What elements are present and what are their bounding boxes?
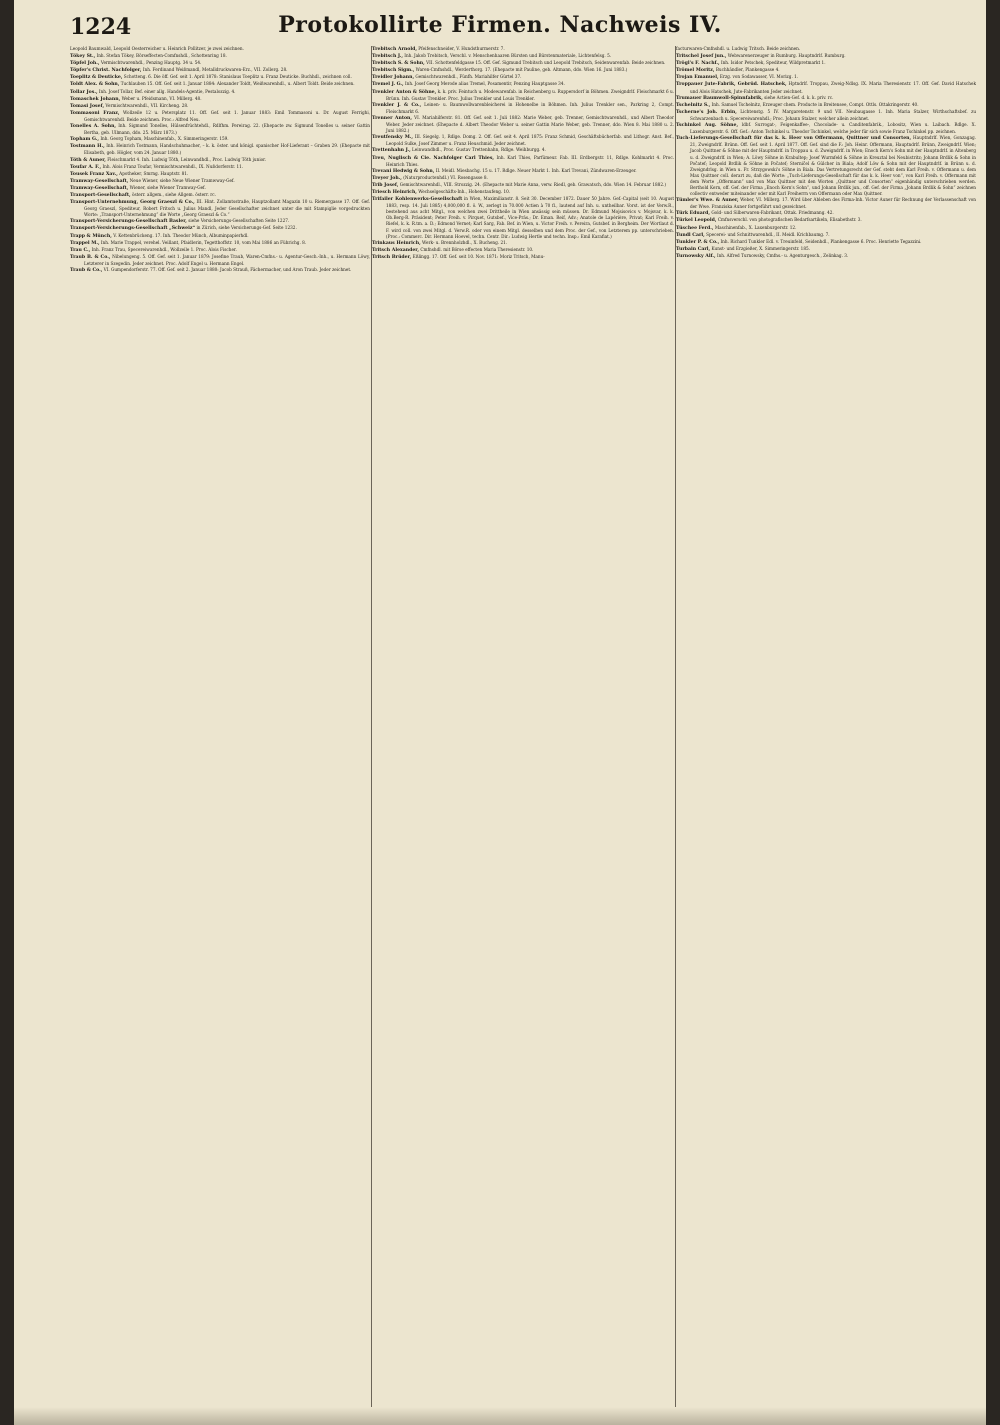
page-number: 1224 <box>70 14 132 40</box>
firm-details: Inh. Georg Topham, Maschinenfab., X. Simmeringerstr. 159. <box>100 136 229 142</box>
firm-details: Inh. Isidor Petschek, Spediteur, Wildpretmarkt 1. <box>720 60 826 66</box>
firm-details: Vermischtwarenhdl., VII. Kircheng. 28. <box>105 102 189 108</box>
firm-details: österr. allgem., siehe Allgem. österr. rc. <box>131 191 216 197</box>
directory-entry <box>70 192 370 199</box>
firm-name: Troppauer Jute-Fabrik, Gebrüd. Hatschek, <box>676 82 787 88</box>
directory-entry <box>372 155 674 168</box>
directory-entry <box>676 95 976 102</box>
directory-entry <box>372 182 674 189</box>
firm-name: Tunkler P. & Co., <box>676 239 720 245</box>
directory-entry <box>70 74 370 81</box>
directory-entry <box>676 81 976 94</box>
firm-details: ldbf. Surrogat-, Feigenkaffee-, Chocolade- u. Canditenfabrik., Lobositz, Wien u. Laibach. Rdlge. X. Laxenburgerstr. 6. Off. Gef.: Anton Tschinkel u. Theodor Tschinkel, welche jeder für sich sowie Franz Tschinkel pp. zeichnen. <box>690 122 976 135</box>
firm-name: Trenner Anton, <box>372 115 412 121</box>
directory-entry <box>372 168 674 175</box>
firm-name: Traub B. & Co., <box>70 254 111 260</box>
directory-entry <box>676 46 976 53</box>
directory-entry <box>70 178 370 185</box>
firm-details: VI. Mariahilferstr. 81. Off. Gef. seit 1. Juli 1882: Marie Weber, geb. Trenner, Gemischtwarenhdl., und Albert Theodor Weber. Jeder zeichnet. (Ehepacte d. Albert Theodor Weber u. seiner Gattin Marie Weber, geb. Trenner, ddo. Wien 8. Mai 1880 u. 2. Juni 1882.) <box>386 114 674 134</box>
firm-name: Trifailer Kohlenwerks-Gesellschaft <box>372 197 463 203</box>
firm-name: Tommasoni Franz, <box>70 110 120 116</box>
firm-details: Apotheker, Smrng. Hauptstr. 81. <box>119 170 189 176</box>
firm-details: Lichtenstg. 5 IV. Margaretenstr. 9 und VII. Neubaugasse 1. Inh. Maria Stalzer, Wirthschaftsbef. zu Schwarzenbach u. Specereiwarenhdl.; Proc. Johann Stalzer, welcher allein zeichnet. <box>690 108 976 121</box>
firm-details: Wechselgeschäfts-Inh., Hohenstaufeng. 10. <box>418 188 511 194</box>
firm-name: Tremel J. G., <box>372 82 404 88</box>
firm-details: siehe Versicherungs-Gesellschaften Seite 1227. <box>188 218 290 224</box>
directory-entry <box>676 225 976 232</box>
directory-entry <box>676 246 976 253</box>
firm-name: Trömel Moritz, <box>676 68 715 74</box>
directory-entry <box>70 171 370 178</box>
directory-entry <box>372 115 674 134</box>
column-3 <box>676 46 976 1421</box>
firm-name: Trettenhahn J., <box>372 148 411 154</box>
firm-name: Tritsch Brüder, <box>372 254 412 260</box>
firm-details: Gold- und Silberwaren-Fabrikant, Ottak. Friedmanng. 42. <box>711 210 834 216</box>
firm-name: Transport-Unternehmung, Georg Graeszl & Co., <box>70 200 195 206</box>
firm-name: Trumauer Baumwoll-Spinnfabrik, <box>676 95 763 101</box>
firm-name: Tritsch Alexander, <box>372 247 419 253</box>
firm-details: Leinwandhdl., Proc. Gustav Trettenhahn, Rdlge. Weihburgg. 4. <box>412 147 546 153</box>
firm-name: Trebitsch S. & Sohn, <box>372 61 425 67</box>
directory-entry <box>372 147 674 154</box>
firm-details: Webwarenerzeuger in Rumburg. Hauptndrlf. Rumburg. <box>727 53 846 59</box>
directory-entry <box>372 46 674 53</box>
firm-name: Treutfensky M., <box>372 135 414 141</box>
directory-entry <box>676 122 976 135</box>
directory-entry <box>70 240 370 247</box>
firm-details: in Zürich, siehe Versicherungs-Gef. Seite 1232. <box>196 225 297 231</box>
firm-name: Tousek Franz Xav., <box>70 171 118 177</box>
firm-details: Leopold Baumwald, Leopold Oesterreicher u. Heinrich Pollitzer, je zwei zeichnen. <box>70 46 244 51</box>
firm-name: Toldt Alex. & Sohn, <box>70 82 120 88</box>
firm-details: Kunst- und Erzgießer, X. Simmeringerstr. 185. <box>711 245 810 251</box>
directory-entry <box>70 136 370 143</box>
firm-details: Inh. Jakob Trebitsch, Verschl. v. Menschenhaaren Bürsten und Bürstenmateriale, Lichtenfelsg. 5. <box>404 53 612 59</box>
firm-details: Nibelungeng. 5. Off. Gef. seit 1. Januar 1879: Josefine Traub, Waren-Cmfns.- u. Agentur-Gesch.-Inh., u. Hermann Löwy, Letzterer in Szegedin. Jeder zeichnet. Proc. Adolf Engel u. Hermann Engel. <box>84 253 370 266</box>
firm-name: Tomaschek Johann, <box>70 96 121 102</box>
firm-details: III. Siegelg. 1, Rdlge. Domg. 2. Off. Gef. seit 4. April 1875: Franz Schmid, Geschäftsbücherfab. und Lithogr. Anst. Bef., Leopold Sulke, Josef Zimmer u. Franz Heuschmid. Jeder zeichnet. <box>386 134 674 147</box>
firm-name: Trenkler Anton & Söhne, <box>372 89 437 95</box>
firm-details: facturwaren-Cmfnshdl. u. Ludwig Tritsch. Beide zeichnen. <box>676 46 801 51</box>
directory-entry <box>676 232 976 239</box>
firm-details: Inh. Alfred Turnowsky, Cmfns.- u. Agenturgesch., Zelinkag. 3. <box>716 252 849 258</box>
directory-entry <box>372 247 674 254</box>
directory-entry <box>70 185 370 192</box>
directory-entry <box>372 175 674 182</box>
firm-name: Tundl Carl, <box>676 232 705 238</box>
firm-details: Leinen- u. Baumwollwarenbleicherei in Hohenelbe in Böhmen. Inh. Julius Trenkler sen., Parkring 2, Compt. Fleischmarkt 6. <box>386 101 674 114</box>
directory-entry <box>70 233 370 240</box>
firm-name: Tramway-Gesellschaft, <box>70 185 129 191</box>
firm-details: Hptndrlf. Troppau, Zweig-Ndlsg. IX. Maria Theresienstr. 17. Off. Gef. David Hatschek und Alois Hatschek, Jute-Fabrikanten Jeder zeichnet. <box>690 81 976 94</box>
directory-entry <box>372 89 674 102</box>
firm-name: Tscherne's Joh. Erbin, <box>676 109 737 115</box>
directory-entry <box>70 225 370 232</box>
firm-name: Trojan Emanuel, <box>676 75 719 81</box>
firm-details: Hauptndrlf. Wien, Gonzagag. 21, Zweigndrlf. Brünn. Off. Gef. seit 1. April 1877. Off. Gef. sind die F.: Joh. Heinr. Offermann, Hauptndrlf. Brünn, Zweigndrlf. Wien; Jacob Quittner & Söhne mit der Hauptndrlf. in Troppau u. d. Zweigndrlf. in Wien; Enoch Kern's Sohn mit der Hauptndrlf. in Altenberg u. d. Zweigndrlf. in Wien; A. Löwy Söhne in Krabultep; Josef Wurmfeld & Söhne in Kreuztal bei Neubistritz; Johann Brdlik & Sohn in Počatef; Leopold Brdlik & Söhne in Počatef; Sterničel & Gülcher in Biala; Adolf Löw & Sohn mit der Hauptndrlf. in Brünn u. d. Zweigndrlsg. in Wien u. Fr. Strzygowski's Söhne in Biala. Das Vertretungsrecht der Gef. steht dem Karl Freih. v. Offermann u. dem Max Quittner coll. derart zu, daß die Worte: „Tuch-Lieferungs-Gesellschaft für das k. k. Heer von“, von Karl Freih. v. Offermann mit dem Worte „Offermann“ und von Max Quittner mit den Worten „Quittner und Consorten“ eigenhändig unterschrieben werden. Berthold Kern, off. Gef. der Firma „Enoch Kern's Sohn“, und Johann Brdlik jun., off. Gef. der Firma „Johann Brdlik & Sohn“ zeichnen collectiv entweder miteinander oder mit Karl Freiherrn von Offermann oder Max Quittner. <box>690 135 976 197</box>
firm-name: Triesch Heinrich, <box>372 189 417 195</box>
firm-details: siehe Actien-Gef. d. k. k. priv. rc. <box>764 94 834 100</box>
firm-details: Vermischtwarenhdl., Penzing Hauptg. 34 u. 54. <box>100 60 202 66</box>
firm-details: Gemischtwarenhdl., Fünfh. Mariahilfer Gürtel 37. <box>415 74 522 80</box>
firm-name: Trau C., <box>70 247 91 253</box>
directory-entry <box>676 197 976 210</box>
firm-name: Tüschee Ferd., <box>676 225 714 231</box>
directory-entry <box>70 103 370 110</box>
firm-details: Weber u. Pfeidsmann, VI. Millerg. 48. <box>121 95 202 101</box>
directory-entry <box>70 110 370 123</box>
firm-name: Turnowsky Alf., <box>676 253 716 259</box>
firm-name: Traub & Co., <box>70 268 103 273</box>
directory-entry <box>676 239 976 246</box>
firm-name: Tritschel Josef jun., <box>676 54 727 60</box>
directory-entry <box>372 60 674 67</box>
firm-details: Fleischmarkt 4. Inh. Ludwig Töth, Leinwandhdl., Proc. Ludwig Töth junior. <box>107 156 267 162</box>
firm-details: Werk- u. Brennholzhdl., X. Bucheng. 21. <box>422 239 508 245</box>
firm-name: Trebitsch J., <box>372 54 403 60</box>
firm-details: Cmfnsverschl. von photografischen Bedarfsartikeln, Elisabethstr. 3. <box>717 217 862 223</box>
firm-name: Transport-Gesellschaft, <box>70 192 131 198</box>
directory-entry <box>372 53 674 60</box>
firm-name: Tuch-Lieferungs-Gesellschaft für das k. k. Heer von Offermann, Quittner und Consorten, <box>676 136 912 142</box>
firm-details: Gemischtwarenhdl., VIII. Strozzig. 24. (Ehepacte mit Marie Anna, verw. Riedl, geb. Grawatsch, ddo. Wien 14. Februar 1882.) <box>399 181 666 187</box>
directory-entry <box>676 135 976 197</box>
running-title: Protokollirte Firmen. Nachweis IV. <box>278 12 722 38</box>
column-1 <box>70 46 370 1421</box>
firm-details: VI. Gumpendorferstr. 77. Off. Gef. seit 2. Januar 1880: Jacob Strauß, Fächermacher, und Aron Traub. Jeder zeichnet. <box>103 267 352 272</box>
directory-entry <box>676 109 976 122</box>
directory-entry <box>70 96 370 103</box>
firm-details: II. Meidl. Miesbachg. 15 u. 17. Rdlge. Neuer Markt 1. Inh. Karl Trevani, Zündwaren-Erzeuger. <box>435 167 637 173</box>
directory-entry <box>676 67 976 74</box>
directory-entry <box>372 81 674 88</box>
firm-name: Transport-Versicherungs-Gesellschaft „Schweiz“ <box>70 226 196 232</box>
directory-entry <box>372 134 674 147</box>
directory-page <box>14 0 986 1425</box>
firm-name: Tschelnitz S., <box>676 102 711 108</box>
firm-details: Pfeifenschneider, V. Hundsthurmerstr. 7. <box>418 46 505 51</box>
directory-entry <box>70 123 370 136</box>
firm-details: Inh. Alois Franz Toufar, Vermischtwarenhdl., IX. Nußdorferstr. 11. <box>102 163 244 169</box>
firm-details: Cmfnshdl. mit Börse effecten Maria Theresienstr. 10. <box>420 246 534 252</box>
firm-details: in Wien, Maximilianstr. 8. Seit 30. December 1872. Dauer 50 Jahre. Gef.-Capital (seit 10. August 1883, resp. 14. Juli 1885) 4,000,000 fl. ö. W., zerlegt in 70.000 Actien à 70 fl., lautend auf Inh. u. untheilbar. Vorst. ist der Verw.R., bestehend aus acht Mitgl., von welchen zwei Drittheile in Wien ansässig sein müssen. Dr. Edmund Mojsisovics v. Mojsvar, k. k. Ob.Berg-R. Präsident; Peter Freih. v. Pirquet, Gutsbef., Vice-Präs.; Dr. Eman. Reif, Adv.; Anatole de Lapérière, Privat; Karl Freih. v. Riefel, k. k. R.tm. a. D.; Edmond Vernet; Karl Sarg, Fab. Bef. in Wien, u. Victor Freih. v. Pereira, Gutsbef. in Bergheim. Der Wortlaut d. F. wird coll. von zwei Mitgl. d. Verw.R. oder von einem Mitgl. desselben und dem Proc. der Gef., von Letzterem pp. unterschrieben. (Proc.: Commerc. Dir. Hermann Hoevel, techn. Centr. Dir.: Ludwig Hertle und techn. Insp.: Emil Karafiat.) <box>386 196 674 239</box>
firm-details: Eßlingg. 17. Off. Gef. seit 10. Nov. 1871: Moriz Tritsch, Manu- <box>412 253 545 259</box>
firm-name: Tökey St., <box>70 54 96 60</box>
directory-entry <box>70 157 370 164</box>
firm-name: Tramway-Gesellschaft, <box>70 178 129 184</box>
firm-name: Töpfer's Christ. Nachfolger, <box>70 68 142 74</box>
firm-name: Tschinkel Aug. Söhne, <box>676 123 739 129</box>
directory-entry <box>70 164 370 171</box>
firm-name: Trib Josef, <box>372 182 399 188</box>
firm-name: Trögl's F. Nachf., <box>676 61 720 67</box>
firm-name: Trinkaus Heinrich, <box>372 240 421 246</box>
firm-details: Maschinenfab., X. Laxenburgerstr. 12. <box>714 224 797 230</box>
firm-details: Inh. Heinrich Tostmann, Handschuhmacher, – k. k. öster. und königl. spanischer Hof-Lieferant – Graben 29. (Ehepacte mit Elisabeth, geb. Högler, vom 24. Januar 1880.) <box>84 143 370 156</box>
directory-entry <box>372 196 674 240</box>
firm-details: Specerei- und Schnittwarenhdl., II. Meidl. Krichbaumg. 7. <box>706 231 830 237</box>
firm-details: Inh. Richard Tunkler Edl. v. Treuinfeld, Seidenhdl., Plankengasse 6. Proc. Henriette Tegazzini. <box>720 238 922 244</box>
firm-details: V. Kettenbrückeng. 17. Inh. Theodor Münch, Albuminpapierhdl. <box>113 232 249 238</box>
directory-entry <box>70 81 370 88</box>
firm-name: Toufar A. F., <box>70 164 102 170</box>
firm-name: Trapp & Münch, <box>70 233 112 239</box>
firm-details: Wiener, siehe Wiener Tramway-Gef. <box>129 184 206 190</box>
firm-name: Töpfel Joh., <box>70 61 100 67</box>
directory-entry <box>372 254 674 261</box>
page-header <box>14 6 986 46</box>
firm-name: Tostmann H., <box>70 144 105 150</box>
firm-details: Inh. Franz Trau, Specereiwarenhdl., Wollzeile 1. Proc. Alois Fischer. <box>91 246 237 252</box>
firm-name: Trevani Hedwig & Sohn, <box>372 168 435 174</box>
firm-name: Topham G., <box>70 137 99 143</box>
page-edge-shadow <box>14 1407 986 1425</box>
directory-entry <box>676 102 976 109</box>
firm-details: Buchhändler, Plankengasse 4. <box>715 67 780 73</box>
firm-details: Inh. Stefan Tökey, Börseffecten-Comfnshdl., Schottenring 18. <box>96 53 227 59</box>
directory-entry <box>372 240 674 247</box>
firm-details: Schotteng. 6. Die öff. Gef. seit 1. April 1878: Stanislaus Toeplitz u. Franz Deuticke. Buchhdl., zeichnen coll. <box>123 74 352 80</box>
firm-details: VII. Schottenfeldgasse 15. Off. Gef. Sigmund Trebitsch und Leopold Trebitsch, Seidenwarenfab. Beide zeichnen. <box>426 60 666 66</box>
directory-entry <box>676 253 976 260</box>
firm-details: Inh. Samuel Tschelnitz, Erzeuger chem. Producte in Breitensee, Compt. Ottls. Ottakringerstr. 40. <box>711 101 919 107</box>
firm-details: III. Hint. Zollamtsstraße, Hauptzollamt Magazin 10 u. Riemergasse 17. Off. Gef. Georg Graeszl, Spediteur, Robert Fritsch u. Julius Mandl, Jeder Gesellschafter zeichnet unter die mit Stampiglie vorgedruckten Worte: „Transport-Unternehmung“ die Worte „Georg Graeszl & Co.“ <box>84 199 370 218</box>
firm-name: Treyer Joh., <box>372 175 402 181</box>
firm-name: Trebitsch Sigm., <box>372 68 415 74</box>
firm-details: Weber, VI. Millerg. 17. Wird über Ableben des Firma-Inh. Victor Auner für Rechnung der Verlassenschaft von der Wwe. Franziska Auner fortgeführt und gezeichnet. <box>690 197 976 210</box>
directory-entry <box>70 67 370 74</box>
firm-name: Tomasi Josef, <box>70 103 105 109</box>
firm-details: Tuchlauben 15. Off. Gef. seit 1. Januar 1884: Alexander Toldt, Weißwarenhdl., u. Albert Toldt. Beide zeichnen. <box>120 81 355 87</box>
directory-entry <box>372 189 674 196</box>
firm-details: Erzg. von Sodawasser, VI. Morizg. 1. <box>719 74 799 80</box>
firm-details: Wollzeile 12 u. Petersplatz 11. Off. Gef. seit 1. Januar 1883: Emil Tommasoni u. Dr. August Ferrighi, Gemischtwarenhdl. Beide zeichnen. Proc.: Alfred Neu. <box>84 109 370 122</box>
directory-entry <box>70 199 370 218</box>
directory-entry <box>70 89 370 96</box>
firm-name: Treidler Johann, <box>372 75 415 81</box>
firm-details: k. k. priv. Feintuch u. Modewarenfab. in Reichenberg u. Ruppersdorf in Böhmen. Zweigndrlf. Fleischmarkt 6 u. Brünn. Inh. Gustav Trenkler. Proc. Julius Trenkler und Louis Trenkler. <box>386 88 674 101</box>
firm-details: Inh. Josef Tollar, Bef. einer allg. Handels-Agentie, Pestalozzig. 4. <box>98 88 236 94</box>
directory-entry <box>70 267 370 274</box>
firm-details: Inh. Ferdinand Weißmandl, Metalldruckwaren-Erz., VII. Zollerg. 28. <box>142 67 288 73</box>
directory-entry <box>372 67 674 74</box>
firm-name: Toeplitz & Deuticke, <box>70 75 123 81</box>
firm-name: Transport-Versicherungs-Gesellschaft Basler, <box>70 219 187 225</box>
firm-name: Turbain Carl, <box>676 246 711 252</box>
firm-details: Waren-Cmfnshdl., Werderthorg. 17. (Ehepacte mit Pauline, geb. Altmann, ddo. Wien 16. Juni 1883.) <box>415 67 628 73</box>
firm-name: Türkel Leopold, <box>676 218 717 224</box>
firm-name: Treu, Nuglisch & Cie. Nachfolger Carl Thies, <box>372 155 495 161</box>
firm-name: Türk Eduard, <box>676 211 710 217</box>
firm-details: Inh. Sigmund Tonelles, Hülsenfrüchtehdl., Rdlfhm. Pereirag. 22. (Ehepacte zw. Sigmund Tonelles u. seiner Gattin Bertha, geb. Ullmann, ddo. 25. März 1873.) <box>84 123 370 136</box>
firm-name: Tonelles A. Sohn, <box>70 124 117 130</box>
column-2 <box>372 46 674 1421</box>
directory-entry <box>372 102 674 115</box>
directory-entry <box>372 74 674 81</box>
directory-entry <box>70 143 370 156</box>
firm-name: Töth & Auner, <box>70 157 106 163</box>
firm-details: Inh. Josef Georg Merode alias Tremel, Posamentir, Penzing Hauptgasse 34. <box>404 81 565 87</box>
directory-entry <box>70 247 370 254</box>
firm-name: Tollar Jos., <box>70 89 98 95</box>
firm-details: (Naturproductenhdl.) VI. Rosengasse 8. <box>403 174 488 180</box>
firm-details: Inh. Karl Thies, Parfümeur. Fab. III. Erdbergstr. 11, Rdlge. Kohlmarkt 4. Proc. Heinrich Thies. <box>386 154 674 167</box>
firm-name: Trenkler J. & Co., <box>372 102 422 108</box>
firm-details: Inh. Marie Trappel, verehel. Veillant, Pfaidlerin, Tegetthoffstr. 10, vom Mai 1886 an Führichg. 8. <box>100 239 307 245</box>
firm-name: Tümler's Wwe. & Auner, <box>676 198 739 204</box>
firm-name: Trebitsch Arnold, <box>372 47 417 52</box>
directory-entry <box>70 254 370 267</box>
firm-name: Trappel M., <box>70 240 100 246</box>
firm-details: Neue Wiener, siehe Neue Wiener Tramwway-Gef. <box>129 177 235 183</box>
directory-entry <box>676 217 976 224</box>
